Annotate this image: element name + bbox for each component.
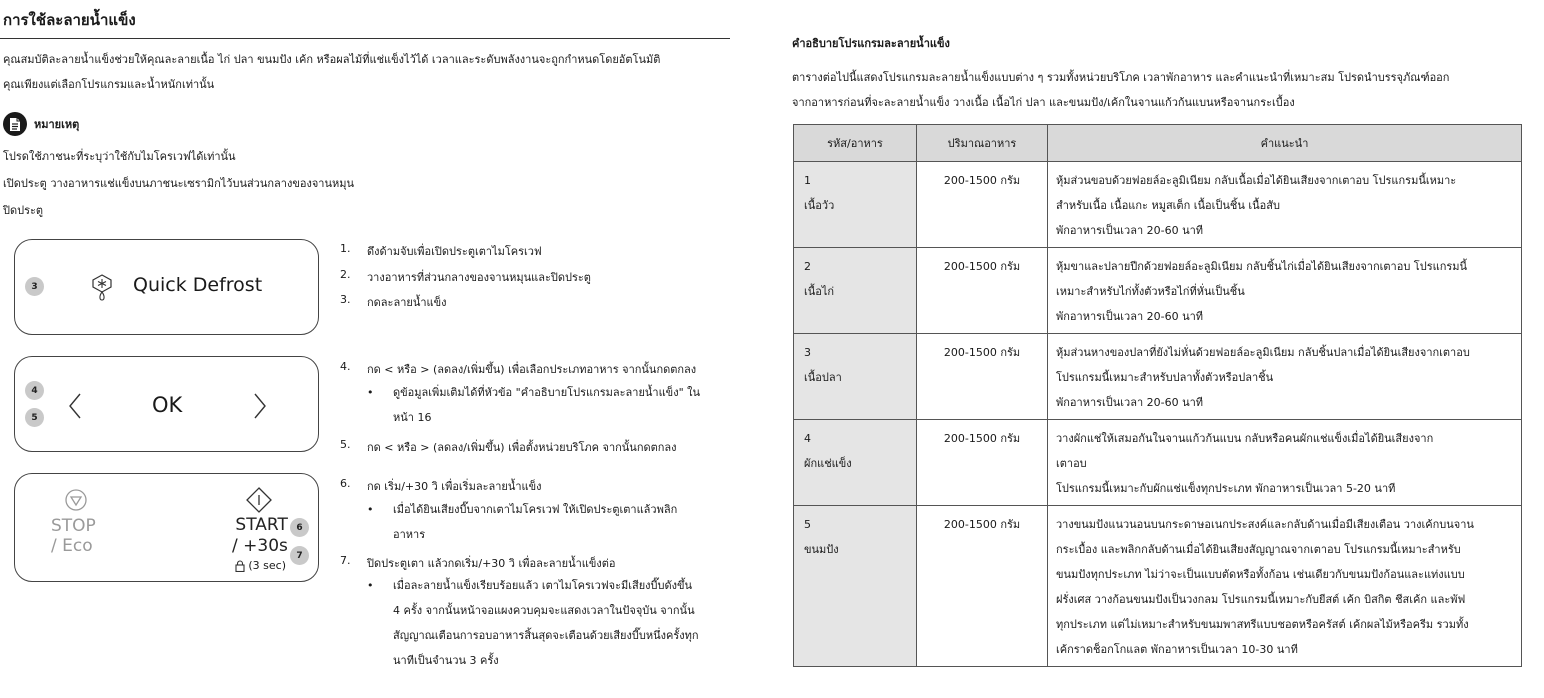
amount-cell: 200-1500 กรัม [917, 334, 1048, 420]
bullet-text [393, 380, 700, 430]
step-badge: 4 [25, 381, 44, 400]
start-icon [246, 487, 272, 517]
step-text: วางอาหารที่ส่วนกลางของจานหมุนและปิดประตู [367, 271, 591, 284]
instruction-line: กระเบื้อง และพลิกกลับด้านเมื่อได้ยินเสียงสัญญาณจากเตาอบ โปรแกรมนี้เหมาะสำหรับ [1056, 543, 1461, 556]
code-cell [794, 506, 917, 667]
bullet-line: เมื่อละลายน้ำแข็งเรียบร้อยแล้ว เตาไมโครเวฟจะมีเสียงบี๊บดังขึ้น [393, 579, 693, 592]
program-code: 4 [804, 432, 811, 445]
program-code: 2 [804, 260, 811, 273]
table-row [794, 420, 1522, 506]
instruction-line: หุ้มส่วนหางของปลาที่ยังไม่หั่นด้วยฟอยล์อะลูมิเนียม กลับชิ้นปลาเมื่อได้ยินเสียงจากเตาอบ [1056, 346, 1470, 359]
instruction-line: พักอาหารเป็นเวลา 20-60 นาที [1056, 224, 1204, 237]
eco-text: / Eco [51, 536, 93, 556]
chevron-right-icon [253, 393, 267, 423]
note-label: หมายเหตุ [34, 118, 80, 131]
step-number: 5. [340, 438, 351, 451]
amount-cell: 200-1500 กรัม [917, 162, 1048, 248]
instruction-line: โปรแกรมนี้เหมาะกับผักแช่แข็งทุกประเภท พักอาหารเป็นเวลา 5-20 นาที [1056, 482, 1396, 495]
food-name: เนื้อปลา [804, 371, 842, 384]
instruction-line: วางผักแช่ให้เสมอกันในจานแก้วก้นแบน กลับหรือคนผักแช่แข็งเมื่อได้ยินเสียงจาก [1056, 432, 1434, 445]
bullet-text [393, 573, 699, 673]
instruction-line: เค้กราดช็อกโกแลต พักอาหารเป็นเวลา 10-30 นาที [1056, 643, 1298, 656]
note-icon [3, 112, 27, 136]
step-number: 2. [340, 268, 351, 281]
instruction-line: โปรแกรมนี้เหมาะสำหรับปลาทั้งตัวหรือปลาชิ้น [1056, 371, 1274, 384]
plus30-text: / +30s [232, 536, 288, 556]
bullet-line: ดูข้อมูลเพิ่มเติมได้ที่หัวข้อ "คำอธิบายโปรแกรมละลายน้ำแข็ง" ใน [393, 386, 701, 399]
bullet-text [393, 497, 677, 547]
step-text: ดึงด้ามจับเพื่อเปิดประตูเตาไมโครเวฟ [367, 245, 542, 258]
step-text: กด < หรือ > (ลดลง/เพิ่มขึ้น) เพื่อเลือกประเภทอาหาร จากนั้นกดตกลง [367, 363, 697, 376]
instruction-line: หุ้มส่วนขอบด้วยฟอยล์อะลูมิเนียม กลับเนื้อเมื่อได้ยินเสียงจากเตาอบ โปรแกรมนี้เหมาะ [1056, 174, 1457, 187]
amount-cell: 200-1500 กรัม [917, 506, 1048, 667]
instruction-line: สำหรับเนื้อ เนื้อแกะ หมูสเต็ก เนื้อเป็นชิ้น เนื้อสับ [1056, 199, 1280, 212]
instruction-cell [1048, 334, 1522, 420]
bullet-line: เมื่อได้ยินเสียงบี๊บจากเตาไมโครเวฟ ให้เปิดประตูเตาแล้วพลิก [393, 503, 678, 516]
step-number: 1. [340, 242, 351, 255]
code-cell [794, 248, 917, 334]
note-line: โปรดใช้ภาชนะที่ระบุว่าใช้กับไมโครเวฟได้เท่านั้น [3, 150, 236, 163]
step-badge: 3 [25, 277, 44, 296]
step-number: 7. [340, 554, 351, 567]
instruction-line: พักอาหารเป็นเวลา 20-60 นาที [1056, 310, 1204, 323]
table-header-row [794, 125, 1522, 162]
code-cell [794, 334, 917, 420]
amount-cell: 200-1500 กรัม [917, 420, 1048, 506]
defrost-program-table [793, 124, 1522, 667]
bullet-line: อาหาร [393, 528, 426, 541]
lock-duration: (3 sec) [248, 559, 286, 572]
title-divider [0, 38, 730, 39]
instruction-line: หุ้มขาและปลายปีกด้วยฟอยล์อะลูมิเนียม กลับชิ้นไก่เมื่อได้ยินเสียงจากเตาอบ โปรแกรมนี้ [1056, 260, 1468, 273]
food-name: เนื้อไก่ [804, 285, 835, 298]
column-header: รหัส/อาหาร [794, 125, 917, 162]
bullet-mark: • [367, 386, 374, 399]
defrost-icon [90, 273, 114, 305]
program-code: 3 [804, 346, 811, 359]
left-page [0, 0, 735, 698]
instruction-line: เหมาะสำหรับไก่ทั้งตัวหรือไก่ที่หั่นเป็นชิ้น [1056, 285, 1245, 298]
bullet-line: สัญญาณเตือนการอบอาหารสิ้นสุดจะเตือนด้วยเสียงบี๊บหนึ่งครั้งทุก [393, 629, 699, 642]
page-title: การใช้ละลายน้ำแข็ง [3, 11, 136, 29]
note-line: ปิดประตู [3, 204, 44, 217]
program-code: 1 [804, 174, 811, 187]
step-badge: 6 [290, 518, 309, 537]
stop-icon [64, 488, 88, 516]
instruction-line: วางขนมปังแนวนอนบนกระดาษอเนกประสงค์และกลับด้านเมื่อมีเสียงเตือน วางเค้กบนจาน [1056, 518, 1474, 531]
food-name: ผักแช่แข็ง [804, 457, 852, 470]
food-name: เนื้อวัว [804, 199, 835, 212]
section-intro [792, 65, 1522, 115]
table-row [794, 248, 1522, 334]
instruction-line: พักอาหารเป็นเวลา 20-60 นาที [1056, 396, 1204, 409]
start-label [232, 515, 288, 557]
amount-cell: 200-1500 กรัม [917, 248, 1048, 334]
bullet-mark: • [367, 579, 374, 592]
step-badge: 7 [290, 546, 309, 565]
instruction-line: เตาอบ [1056, 457, 1087, 470]
step-number: 6. [340, 477, 351, 490]
section-title: คำอธิบายโปรแกรมละลายน้ำแข็ง [792, 37, 950, 50]
code-cell [794, 162, 917, 248]
step-number: 3. [340, 293, 351, 306]
food-name: ขนมปัง [804, 543, 839, 556]
note-line: เปิดประตู วางอาหารแช่แข็งบนภาชนะเซรามิกไว้บนส่วนกลางของจานหมุน [3, 177, 354, 190]
intro-line: คุณสมบัติละลายน้ำแข็งช่วยให้คุณละลายเนื้อ ไก่ ปลา ขนมปัง เค้ก หรือผลไม้ที่แช่แข็งไว้ได้ เวลาและระดับพลังงานจะถูกกำหนดโดยอัตโนมัติ [3, 53, 661, 66]
step-text: กดละลายน้ำแข็ง [367, 296, 447, 309]
chevron-left-icon [68, 393, 82, 423]
bullet-line: นาทีเป็นจำนวน 3 ครั้ง [393, 654, 499, 667]
column-header: ปริมาณอาหาร [917, 125, 1048, 162]
code-cell [794, 420, 917, 506]
table-row [794, 334, 1522, 420]
start-stop-panel [14, 473, 319, 582]
intro-line: คุณเพียงแต่เลือกโปรแกรมและน้ำหนักเท่านั้น [3, 78, 215, 91]
intro-paragraph [3, 47, 660, 97]
intro-line: ตารางต่อไปนี้แสดงโปรแกรมละลายน้ำแข็งแบบต่าง ๆ รวมทั้งหน่วยบริโภค เวลาพักอาหาร และคำแนะนำที่เหมาะสม โปรดนำบรรจุภัณฑ์ออก [792, 71, 1450, 84]
right-page [790, 0, 1530, 698]
instruction-cell [1048, 162, 1522, 248]
lock-icon [235, 560, 245, 572]
instruction-cell [1048, 506, 1522, 667]
navigation-panel [14, 356, 319, 452]
start-text: START [235, 515, 288, 535]
ok-label: OK [152, 393, 183, 417]
step-text: ปิดประตูเตา แล้วกดเริ่ม/+30 วิ เพื่อละลายน้ำแข็งต่อ [367, 557, 616, 570]
program-code: 5 [804, 518, 811, 531]
step-number: 4. [340, 360, 351, 373]
column-header: คำแนะนำ [1048, 125, 1522, 162]
bullet-line: หน้า 16 [393, 411, 432, 424]
bullet-mark: • [367, 503, 374, 516]
quick-defrost-label: Quick Defrost [133, 274, 263, 296]
lock-hint [235, 559, 286, 572]
bullet-line: 4 ครั้ง จากนั้นหน้าจอแผงควบคุมจะแสดงเวลาในปัจจุบัน จากนั้น [393, 604, 695, 617]
instruction-line: ฝรั่งเศส วางก้อนขนมปังเป็นวงกลม โปรแกรมนี้เหมาะกับยีสต์ เค้ก บิสกิต ชีสเค้ก และพัฟ [1056, 593, 1466, 606]
instruction-cell [1048, 248, 1522, 334]
stop-text: STOP [51, 516, 96, 536]
step-text: กด < หรือ > (ลดลง/เพิ่มขึ้น) เพื่อตั้งหน่วยบริโภค จากนั้นกดตกลง [367, 441, 677, 454]
stop-eco-label [51, 516, 96, 556]
instruction-line: ทุกประเภท แต่ไม่เหมาะสำหรับขนมพาสทรีแบบชอตหรือครัสต์ เค้กผลไม้หรือครีม รวมทั้ง [1056, 618, 1469, 631]
note-lines [3, 144, 354, 223]
table-row [794, 162, 1522, 248]
instruction-line: ขนมปังทุกประเภท ไม่ว่าจะเป็นแบบตัดหรือทั้งก้อน เช่นเดียวกับขนมปังก้อนและแท่งแบบ [1056, 568, 1465, 581]
instruction-cell [1048, 420, 1522, 506]
table-row [794, 506, 1522, 667]
quick-defrost-panel [14, 239, 319, 335]
step-text: กด เริ่ม/+30 วิ เพื่อเริ่มละลายน้ำแข็ง [367, 480, 542, 493]
step-badge: 5 [25, 408, 44, 427]
note-heading [3, 111, 79, 137]
intro-line: จากอาหารก่อนที่จะละลายน้ำแข็ง วางเนื้อ เนื้อไก่ ปลา และขนมปัง/เค้กในจานแก้วก้นแบนหรือจานกระเบื้อง [792, 96, 1295, 109]
